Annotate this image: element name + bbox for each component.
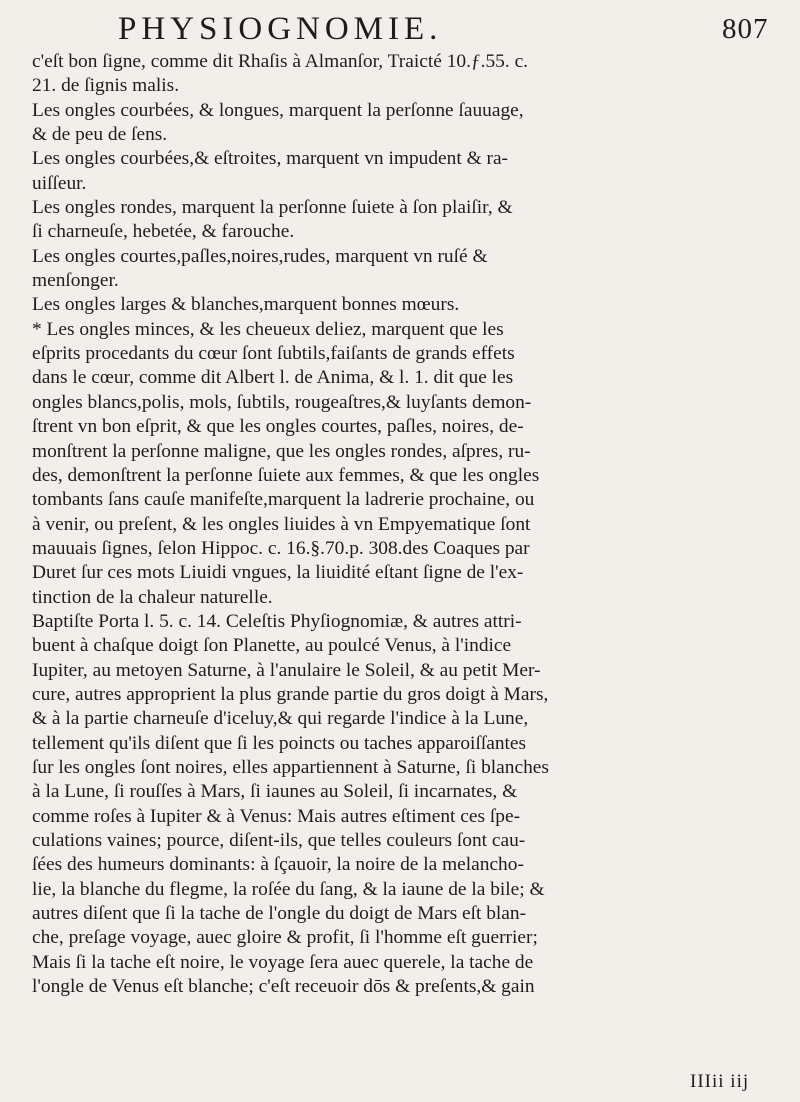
text-line: Les ongles larges & blanches,marquent bonnes mœurs. — [32, 294, 460, 316]
text-line: ſtrent vn bon eſprit, & que les ongles courtes, paſles, noires, de- — [32, 416, 524, 438]
text-line: menſonger. — [32, 270, 119, 292]
text-line: mauuais ſignes, ſelon Hippoc. c. 16.§.70.p. 308.des Coaques par — [32, 537, 530, 559]
page-number: 807 — [722, 13, 769, 45]
text-line: Les ongles courtes,paſles,noires,rudes, marquent vn ruſé & — [32, 245, 488, 267]
text-line: cure, autres approprient la plus grande partie du gros doigt à Mars, — [32, 683, 549, 705]
text-line: c'eſt bon ſigne, comme dit Rhaſis à Almanſor, Traicté 10.ƒ.55. c. — [32, 51, 529, 72]
signature-mark: IIIii iij — [690, 1071, 750, 1092]
text-line: ſi charneuſe, hebetée, & farouche. — [32, 221, 295, 243]
text-line: tellement qu'ils diſent que ſi les poincts ou taches apparoiſſantes — [32, 732, 527, 754]
text-line: des, demonſtrent la perſonne ſuiete aux femmes, & que les ongles — [32, 464, 540, 486]
text-line: ſur les ongles ſont noires, elles appartiennent à Saturne, ſi blanches — [32, 756, 549, 778]
text-line: che, preſage voyage, auec gloire & profit, ſi l'homme eſt guerrier; — [32, 927, 538, 949]
text-line: buent à chaſque doigt ſon Planette, au poulcé Venus, à l'indice — [32, 635, 512, 657]
text-line: comme roſes à Iupiter & à Venus: Mais autres eſtiment ces ſpe- — [32, 805, 521, 827]
text-line: monſtrent la perſonne maligne, que les ongles rondes, aſpres, ru- — [32, 440, 531, 462]
text-line: eſprits procedants du cœur ſont ſubtils,faiſants de grands effets — [32, 343, 515, 365]
text-line: Les ongles rondes, marquent la perſonne ſuiete à ſon plaiſir, & — [32, 197, 513, 219]
running-title: PHYSIOGNOMIE. — [118, 11, 443, 47]
text-line: lie, la blanche du flegme, la roſée du ſang, & la iaune de la bile; & — [32, 878, 545, 900]
text-line: uiſſeur. — [32, 172, 87, 194]
text-line: à la Lune, ſi rouſſes à Mars, ſi iaunes au Soleil, ſi incarnates, & — [32, 781, 518, 803]
text-line: Baptiſte Porta l. 5. c. 14. Celeſtis Phyſiognomiæ, & autres attri- — [32, 610, 522, 632]
text-line: Mais ſi la tache eſt noire, le voyage ſera auec querele, la tache de — [32, 951, 534, 973]
text-line: 21. de ſignis malis. — [32, 75, 180, 97]
text-line: ongles blancs,polis, mols, ſubtils, rougeaſtres,& luyſants demon- — [32, 391, 532, 413]
page-header — [0, 8, 800, 50]
text-line: Les ongles courbées,& eſtroites, marquent vn impudent & ra- — [32, 148, 509, 170]
text-line: l'ongle de Venus eſt blanche; c'eſt receuoir dōs & preſents,& gain — [32, 976, 535, 998]
text-line: culations vaines; pource, diſent-ils, que telles couleurs ſont cau- — [32, 830, 526, 851]
text-line: tombants ſans cauſe manifeſte,marquent la ladrerie prochaine, ou — [32, 489, 535, 511]
text-line: * Les ongles minces, & les cheueux deliez, marquent que les — [32, 318, 504, 340]
text-line: tinction de la chaleur naturelle. — [32, 586, 273, 608]
text-line: Iupiter, au metoyen Saturne, à l'anulaire le Soleil, & au petit Mer- — [32, 659, 541, 681]
body-text — [32, 50, 778, 999]
text-line: Les ongles courbées, & longues, marquent la perſonne ſauuage, — [32, 99, 524, 121]
text-line: dans le cœur, comme dit Albert l. de Anima, & l. 1. dit que les — [32, 367, 514, 389]
text-line: & de peu de ſens. — [32, 124, 168, 146]
text-line: autres diſent que ſi la tache de l'ongle du doigt de Mars eſt blan- — [32, 903, 527, 925]
text-line: à venir, ou preſent, & les ongles liuides à vn Empyematique ſont — [32, 513, 531, 535]
text-line: & à la partie charneuſe d'iceluy,& qui regarde l'indice à la Lune, — [32, 708, 529, 730]
text-line: Duret ſur ces mots Liuidi vngues, la liuidité eſtant ſigne de l'ex- — [32, 562, 524, 584]
text-line: ſées des humeurs dominants: à ſçauoir, la noire de la melancho- — [32, 854, 524, 876]
